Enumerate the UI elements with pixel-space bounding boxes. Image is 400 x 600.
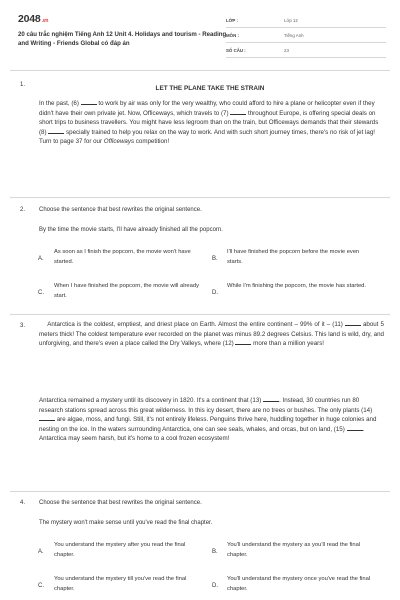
passage-text [39,99,384,147]
option-a[interactable]: As soon as I finish the popcorn, the movie won't have started. [54,249,191,265]
divider [10,70,390,71]
option-letter[interactable]: A. [38,256,44,262]
option-letter[interactable]: C. [38,290,44,296]
passage-segment: to work by air was only for the very wealthy, who could afford to hire a plane or helicopter even if they didn't have their own private jet. Now, Officeways, which travels to (7) [39,100,375,117]
passage-paragraph-2 [39,396,384,444]
meta-value: Tiếng Anh [284,33,304,38]
question-number: 2. [20,207,26,213]
answer-blank[interactable] [345,321,361,326]
option-b[interactable]: I'll have finished the popcorn before the movie even starts. [227,249,360,265]
original-sentence: By the time the movie starts, I'll have already finished all the popcorn. [39,227,223,233]
option-c[interactable]: You understand the mystery till you've read the final chapter. [54,576,187,592]
meta-label: SỐ CÂU : [226,48,246,53]
passage-segment: In the past, (6) [39,100,79,107]
question-instruction: Choose the sentence that best rewrites the original sentence. [39,500,202,506]
option-letter[interactable]: C. [38,583,44,589]
option-letter[interactable]: D. [212,290,218,296]
page-header [0,0,400,68]
option-a[interactable]: You understand the mystery after you read the final chapter. [54,542,186,558]
passage-segment: . Antarctica may seem harsh, but it's home to a cool frozen ecosystem! [39,425,365,443]
passage-segment: more than a million years! [253,340,325,348]
passage-segment: Antarctica remained a mystery until its discovery in 1820. It's a continent that (13) [39,397,262,404]
divider [10,197,390,198]
meta-value: Lớp 12 [284,18,298,23]
question-number: 4. [20,500,26,506]
logo-main: 2048 [18,13,41,25]
option-d[interactable]: While I'm finishing the popcorn, the movie has started. [227,283,367,289]
site-logo[interactable] [18,13,48,25]
passage-segment: competition! [135,138,170,146]
logo-suffix: .vn [41,18,49,24]
passage-paragraph-1 [39,320,384,349]
meta-label: LỚP : [226,18,238,23]
meta-label: MÔN : [226,33,239,38]
document-title: 20 câu trắc nghiệm Tiếng Anh 12 Unit 4. Holidays and tourism - Reading and Writing - Friends Global có đáp án [18,31,227,47]
option-letter[interactable]: B. [212,256,218,262]
answer-blank[interactable] [347,426,363,431]
passage-segment: specially trained to help you relax on the way to work. And with such short journey times, there's no risk of jet lag! Turn to page 37 for our [39,128,376,146]
question-number: 3. [20,323,26,329]
answer-blank[interactable] [39,416,55,421]
meta-question-count [226,44,386,58]
option-letter[interactable]: B. [212,549,218,555]
divider [10,314,390,315]
option-letter[interactable]: A. [38,549,44,555]
option-b[interactable]: You'll understand the mystery as you'll read the final chapter. [227,542,361,558]
meta-subject [226,29,386,43]
passage-title: LET THE PLANE TAKE THE STRAIN [155,85,265,92]
answer-blank[interactable] [235,340,251,345]
answer-blank[interactable] [230,110,246,115]
passage-segment: about 5 meters thick! The coldest temperature ever recorded on the planet was minus 89.2 degrees Celsius. This land is wild, dry, and unforgiving, and there's even a place called the Dry Valleys, where (12) [39,321,384,348]
answer-blank[interactable] [48,129,64,134]
passage-segment: Officeways [103,138,135,146]
passage-segment: . Instead, 30 countries run 80 research stations spread across this great wilderness. In this icy desert, there are no trees or bushes. The only plants (14) [39,397,373,414]
answer-blank[interactable] [81,100,97,105]
answer-blank[interactable] [263,397,279,402]
passage-segment: Antarctica is the coldest, emptiest, and driest place on Earth. Almost the entire continent – 99% of it – (11) [47,321,343,328]
option-c[interactable]: When I have finished the popcorn, the movie will already start. [54,283,200,299]
passage-segment: are algae, moss, and fungi. Still, it's not entirely lifeless. Penguins thrive here, huddling together in huge colonies and nesting on the ice. In the waters surrounding Antarctica, one can see seals, whales, and orcas, but on land, (15) [39,416,377,433]
question-number: 1. [20,82,26,88]
divider [10,491,390,492]
meta-class [226,14,386,28]
passage-segment: throughout Europe, is offering special deals on short trips to business travellers. You might have less legroom than on the train, but Officeways demands that their stewards (8) [39,109,379,136]
original-sentence: The mystery won't make sense until you've read the final chapter. [39,520,213,526]
question-instruction: Choose the sentence that best rewrites the original sentence. [39,207,202,213]
option-d[interactable]: You'll understand the mystery once you've read the final chapter. [227,576,371,592]
option-letter[interactable]: D. [212,583,218,589]
meta-value: 23 [284,48,289,53]
